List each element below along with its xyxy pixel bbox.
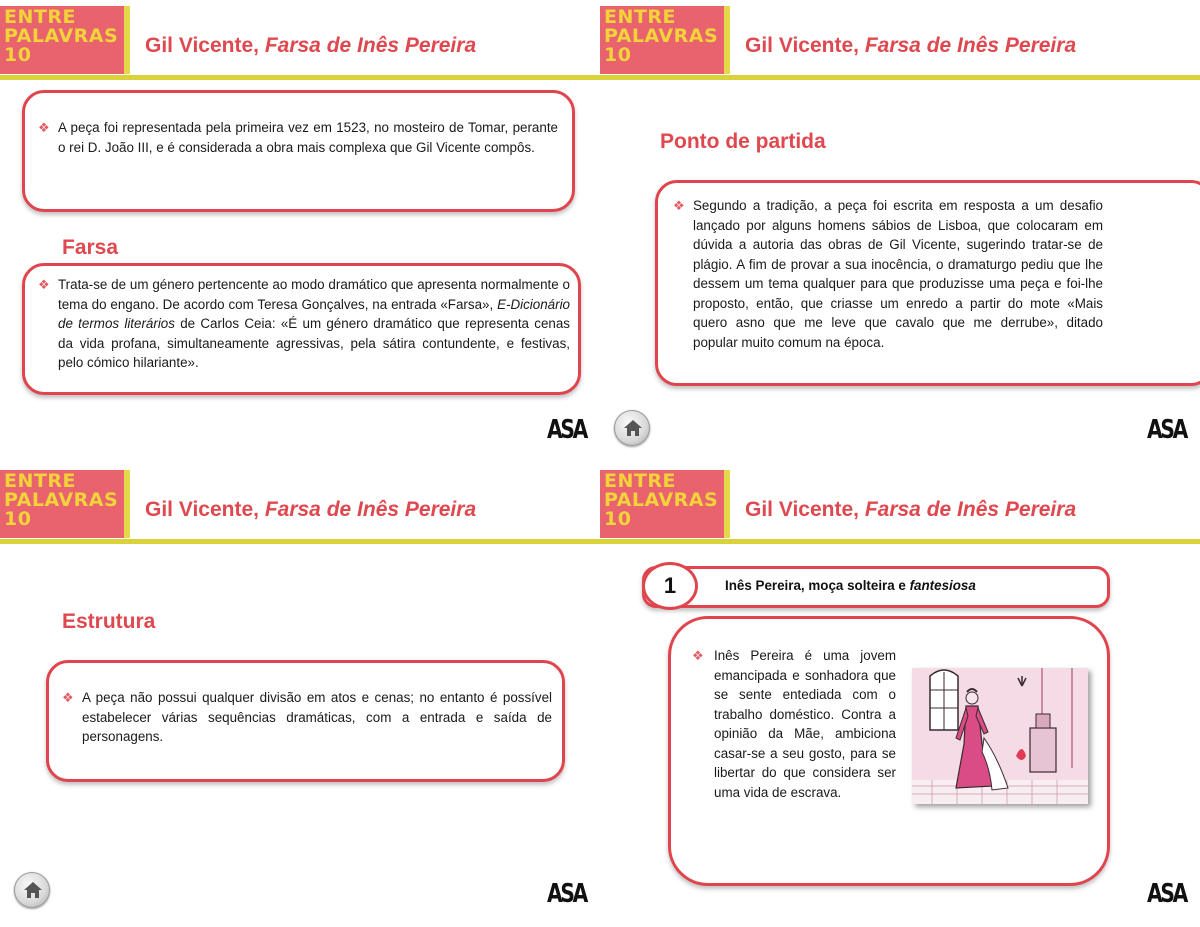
home-button[interactable] <box>14 872 50 908</box>
diamond-bullet-icon: ❖ <box>62 690 74 705</box>
header-rule <box>0 539 600 544</box>
home-button[interactable] <box>614 410 650 446</box>
farsa-text: Trata-se de um género pertencente ao modo dramático que apresenta normalmente o tema do engano. De acordo com Teresa Gonçalves, na entrada «Farsa», E-Dicionário de termos literários de Carlos Ceia: «É um género dramático que representa cenas da vida profana, simultaneamente agressivas, pela sátira contundente, e festivas, pelo cómico hilariante». <box>58 277 570 370</box>
section-heading: Farsa <box>62 236 119 259</box>
logo-accent-bar <box>124 470 130 538</box>
slide-title: Gil Vicente, Farsa de Inês Pereira <box>745 34 1077 57</box>
woman-illustration-icon <box>912 668 1088 804</box>
ponto-de-partida-text: Segundo a tradição, a peça foi escrita em resposta a um desafio lançado por alguns homens sábios de Lisboa, que colocaram em dúvida a autoria das obras de Gil Vicente, sugerindo tratar-se de plágio. A fim de provar a sua inocência, o dramaturgo pediu que lhe dessem um tema qualquer para que produzisse uma peça e foi-lhe proposto, então, que criasse um enredo a partir do mote «Mais quero asno que me leve que cavalo que me derrube», ditado popular muito comum na época. <box>693 198 1103 350</box>
home-icon <box>22 880 44 900</box>
slide-2 <box>600 0 1200 463</box>
slide-title: Gil Vicente, Farsa de Inês Pereira <box>745 498 1077 521</box>
entre-palavras-logo: ENTRE PALAVRAS 10 <box>0 6 128 74</box>
entre-palavras-logo: ENTRE PALAVRAS 10 <box>600 470 728 538</box>
section-number: 1 <box>642 562 698 610</box>
entre-palavras-logo: ENTRE PALAVRAS 10 <box>0 470 128 538</box>
logo-accent-bar <box>724 470 730 538</box>
slide-title: Gil Vicente, Farsa de Inês Pereira <box>145 34 477 57</box>
entre-palavras-logo: ENTRE PALAVRAS 10 <box>600 6 728 74</box>
asa-logo: ASA <box>547 415 586 445</box>
diamond-bullet-icon: ❖ <box>38 120 50 135</box>
logo-accent-bar <box>124 6 130 74</box>
header-rule <box>600 539 1200 544</box>
diamond-bullet-icon: ❖ <box>38 277 50 292</box>
slide-4 <box>600 464 1200 927</box>
asa-logo: ASA <box>1147 415 1186 445</box>
header-rule <box>600 75 1200 80</box>
section-heading: Ponto de partida <box>660 130 826 153</box>
diamond-bullet-icon: ❖ <box>673 198 685 213</box>
slide-title: Gil Vicente, Farsa de Inês Pereira <box>145 498 477 521</box>
header-rule <box>0 75 600 80</box>
asa-logo: ASA <box>1147 879 1186 909</box>
logo-accent-bar <box>724 6 730 74</box>
section-title: Inês Pereira, moça solteira e fantesiosa <box>725 578 976 593</box>
ines-pereira-illustration <box>912 668 1088 804</box>
slide-3 <box>0 464 600 927</box>
intro-text: A peça foi representada pela primeira vez em 1523, no mosteiro de Tomar, perante o rei D. João III, e é considerada a obra mais complexa que Gil Vicente compôs. <box>58 120 558 155</box>
section-heading: Estrutura <box>62 610 156 633</box>
estrutura-text: A peça não possui qualquer divisão em atos e cenas; no entanto é possível estabelecer várias sequências dramáticas, com a entrada e saída de personagens. <box>82 690 552 744</box>
asa-logo: ASA <box>547 879 586 909</box>
diamond-bullet-icon: ❖ <box>692 648 704 663</box>
ines-pereira-text: Inês Pereira é uma jovem emancipada e sonhadora que se sente entediada com o trabalho doméstico. Contra a opinião da Mãe, ambiciona casar-se a seu gosto, para se libertar do que considera ser uma vida de escrava. <box>714 648 896 800</box>
slide-1 <box>0 0 600 463</box>
home-icon <box>622 418 644 438</box>
